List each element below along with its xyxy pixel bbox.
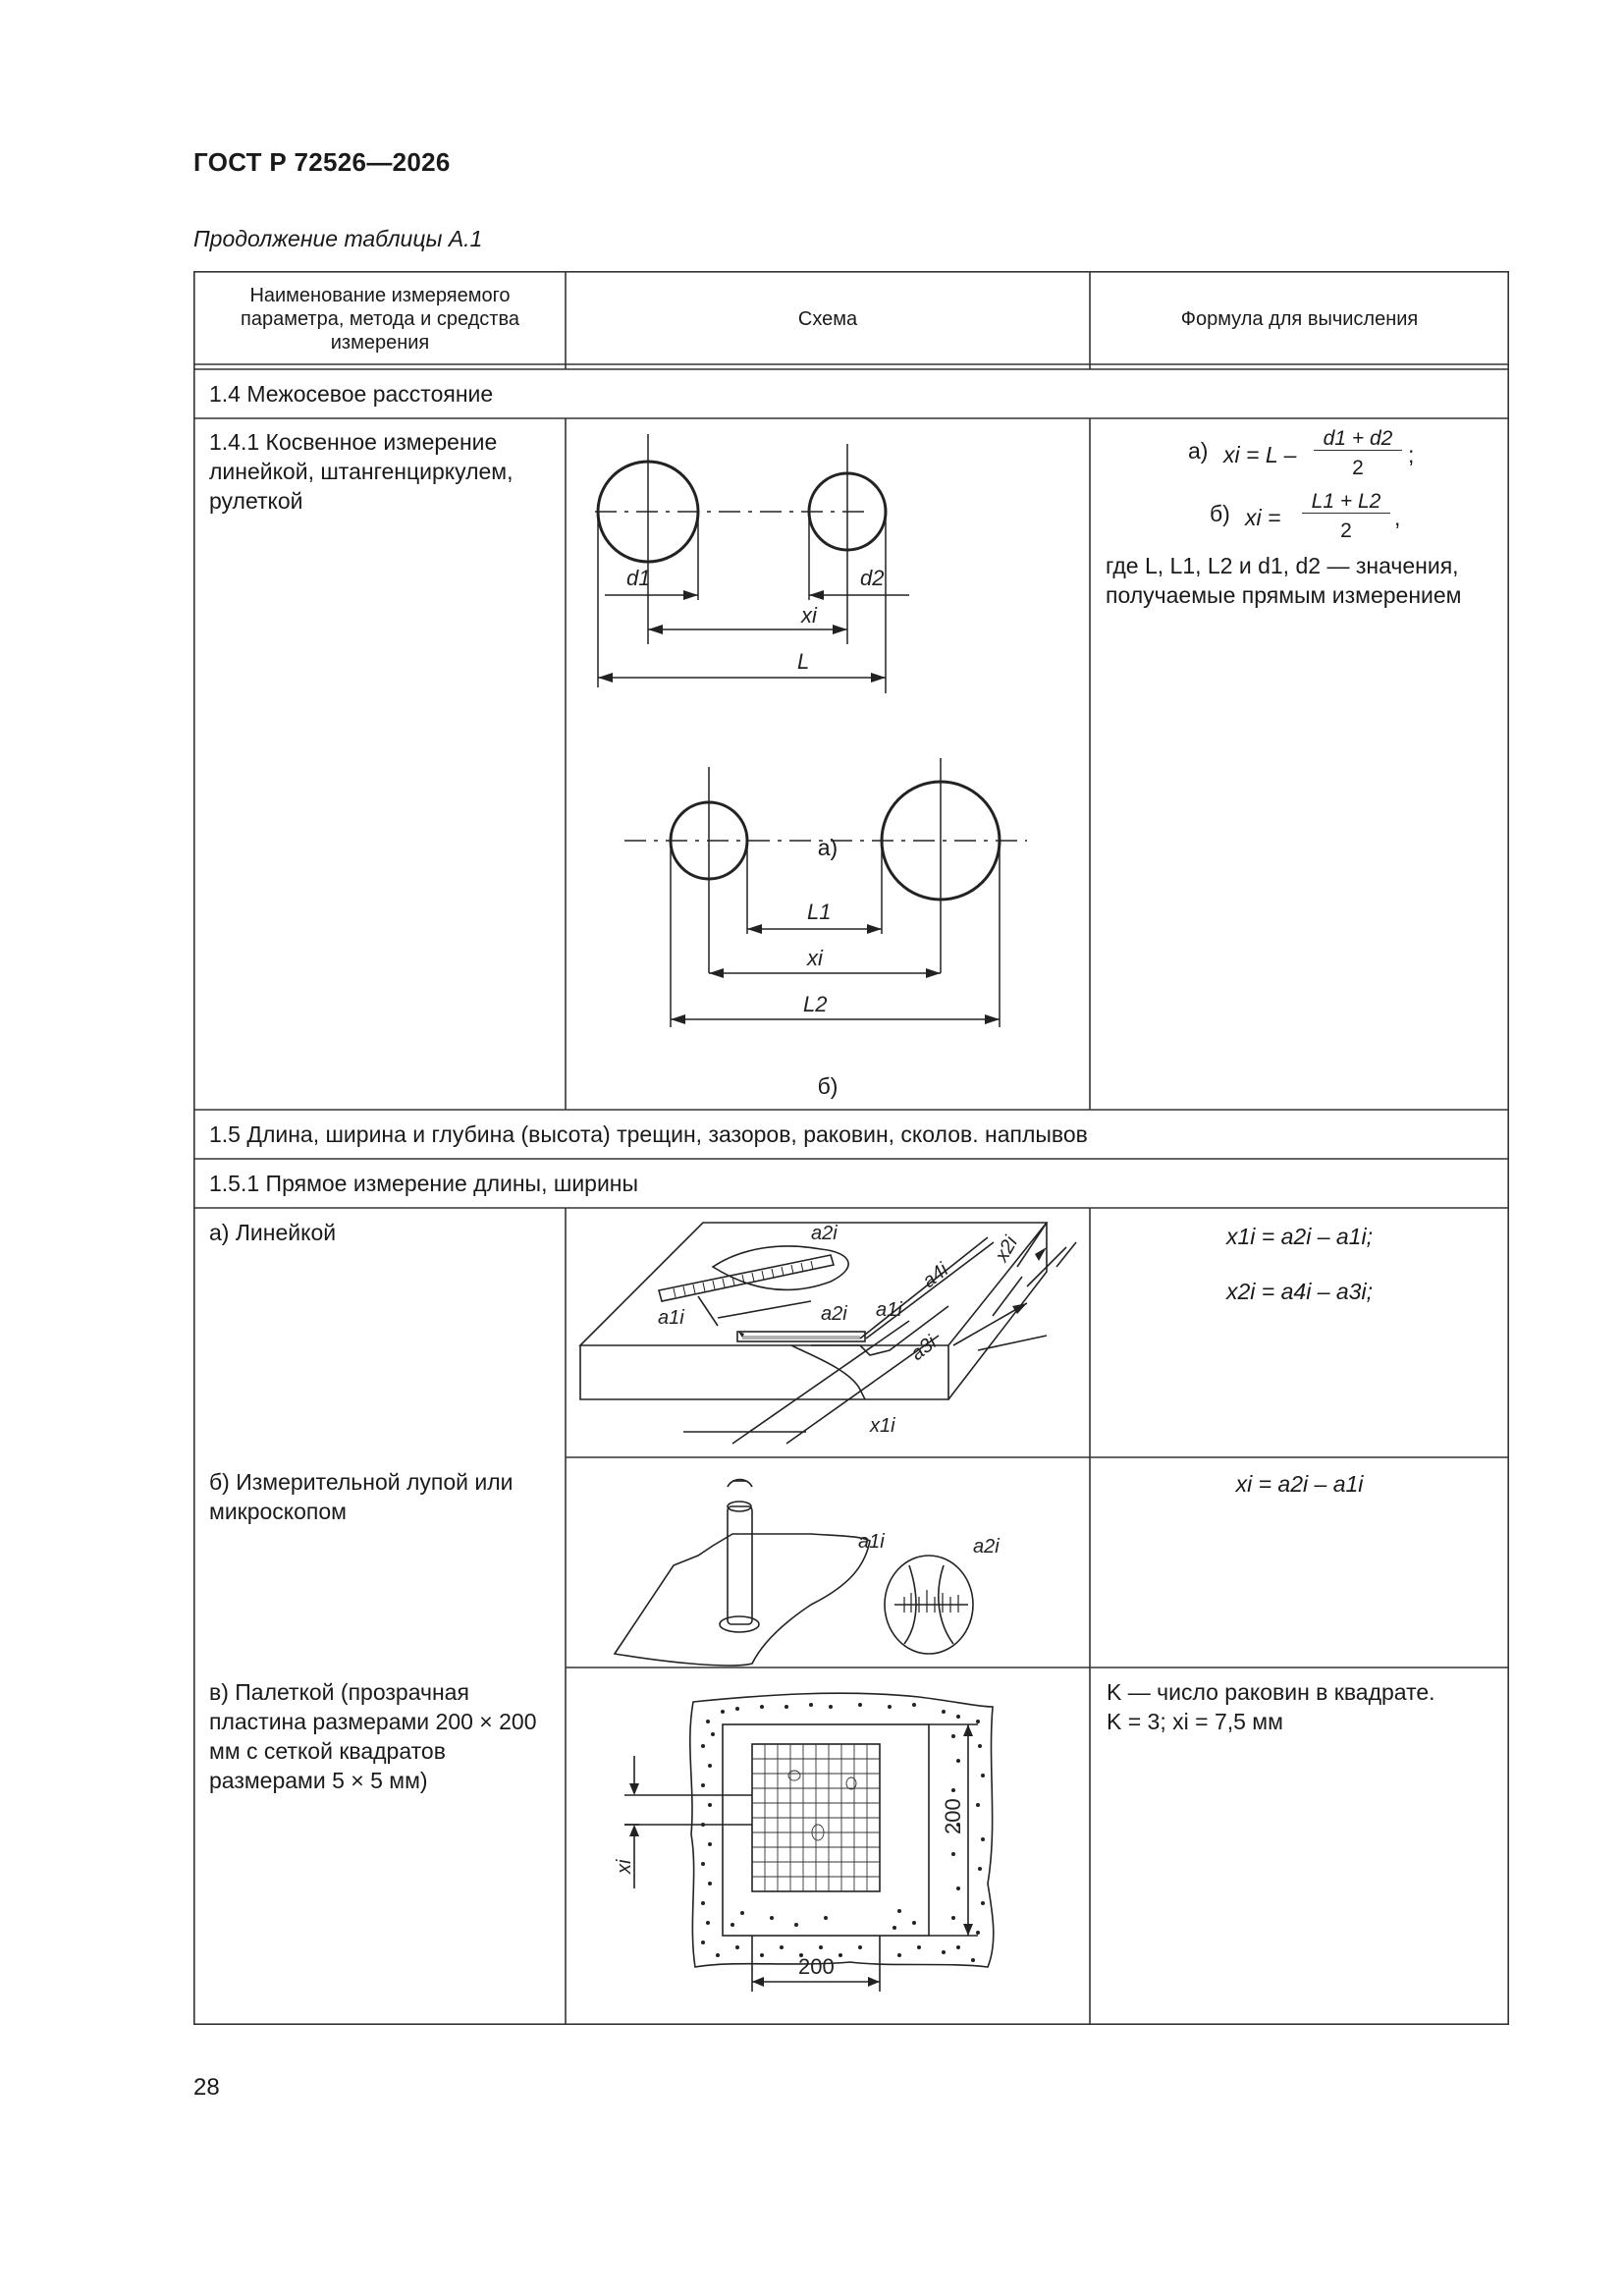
label-xi-b: xi <box>807 946 823 970</box>
label-xi-a: xi <box>801 603 817 628</box>
row-palette-formula-2: K = 3; xi = 7,5 мм <box>1107 1709 1283 1734</box>
scheme-magnifier <box>566 1457 1090 1667</box>
section-1-4: 1.4 Межосевое расстояние <box>209 381 494 407</box>
formula-b-label: б) <box>1210 501 1230 526</box>
label-L2: L2 <box>803 992 828 1016</box>
label-x2i: x2i <box>991 1232 1023 1266</box>
scheme-ruler <box>566 1208 1090 1457</box>
row-ruler-formula-1: x1i = a2i – a1i; <box>1226 1224 1373 1249</box>
formula-a-label: а) <box>1188 438 1209 464</box>
section-1-5-1: 1.5.1 Прямое измерение длины, ширины <box>209 1171 639 1196</box>
row-magnifier-formula: xi = a2i – a1i <box>1235 1471 1364 1497</box>
label-L: L <box>797 649 810 674</box>
scheme-palette <box>566 1667 1090 2025</box>
label-a2i-mid: a2i <box>821 1303 847 1325</box>
label-a2i-lens: a2i <box>973 1536 1000 1558</box>
label-a1i-left: a1i <box>658 1307 684 1329</box>
row-magnifier-name: б) Измерительной лупой или микроскопом <box>209 1469 514 1524</box>
column-header-formula: Формула для вычисления <box>1180 308 1419 330</box>
label-xi-palette: xi <box>614 1859 635 1874</box>
document-code: ГОСТ Р 72526—2026 <box>193 147 451 177</box>
row-1-4-1-name: 1.4.1 Косвенное измерение линейкой, штангенциркулем, рулеткой <box>209 429 514 514</box>
label-a1i-lens: a1i <box>858 1531 885 1553</box>
label-dim-vertical: 200 <box>941 1798 965 1834</box>
formula-note: где L, L1, L2 и d1, d2 — значения, получаемые прямым измерением <box>1106 553 1462 608</box>
label-a4i: a4i <box>918 1259 953 1292</box>
label-dim-horizontal: 200 <box>798 1954 835 1979</box>
label-a2i-top: a2i <box>811 1223 838 1244</box>
scheme-b-label: б) <box>817 1073 839 1099</box>
formula-a-denominator: 2 <box>1352 457 1364 479</box>
formula-b-denominator: 2 <box>1340 519 1352 542</box>
formula-a-numerator: d1 + d2 <box>1323 427 1393 450</box>
row-ruler-formula-2: x2i = a4i – a3i; <box>1226 1279 1373 1304</box>
label-a1i-mid: a1i <box>876 1299 902 1321</box>
formula-b-end: , <box>1394 505 1401 530</box>
scheme-1-4-1 <box>566 418 1090 1110</box>
formula-a-lhs: xi = L – <box>1223 442 1297 467</box>
label-a3i: a3i <box>906 1332 942 1365</box>
formula-a-end: ; <box>1408 442 1415 467</box>
label-x1i: x1i <box>870 1415 895 1437</box>
measurement-table <box>193 271 1509 2025</box>
page-number: 28 <box>193 2074 220 2101</box>
row-1-4-1-formula <box>1090 418 1509 615</box>
column-header-scheme: Схема <box>797 308 858 330</box>
row-palette-formula-1: K — число раковин в квадрате. <box>1107 1679 1435 1705</box>
table-caption: Продолжение таблицы А.1 <box>193 226 483 251</box>
formula-b-lhs: xi = <box>1245 505 1281 530</box>
row-ruler-name: а) Линейкой <box>209 1220 337 1245</box>
section-1-5: 1.5 Длина, ширина и глубина (высота) трещин, зазоров, раковин, сколов. наплывов <box>209 1121 1088 1147</box>
label-d2: d2 <box>860 566 885 590</box>
column-header-name: Наименование измеряемого параметра, метода и средства измерения <box>241 285 519 354</box>
formula-b-numerator: L1 + L2 <box>1311 490 1381 513</box>
label-d1: d1 <box>626 566 651 590</box>
row-palette-name: в) Палеткой (прозрачная пластина размерами 200 × 200 мм с сеткой квадратов размерами 5 × 5 мм) <box>209 1679 537 1793</box>
label-L1: L1 <box>807 900 832 924</box>
scheme-a-label: а) <box>817 835 839 860</box>
